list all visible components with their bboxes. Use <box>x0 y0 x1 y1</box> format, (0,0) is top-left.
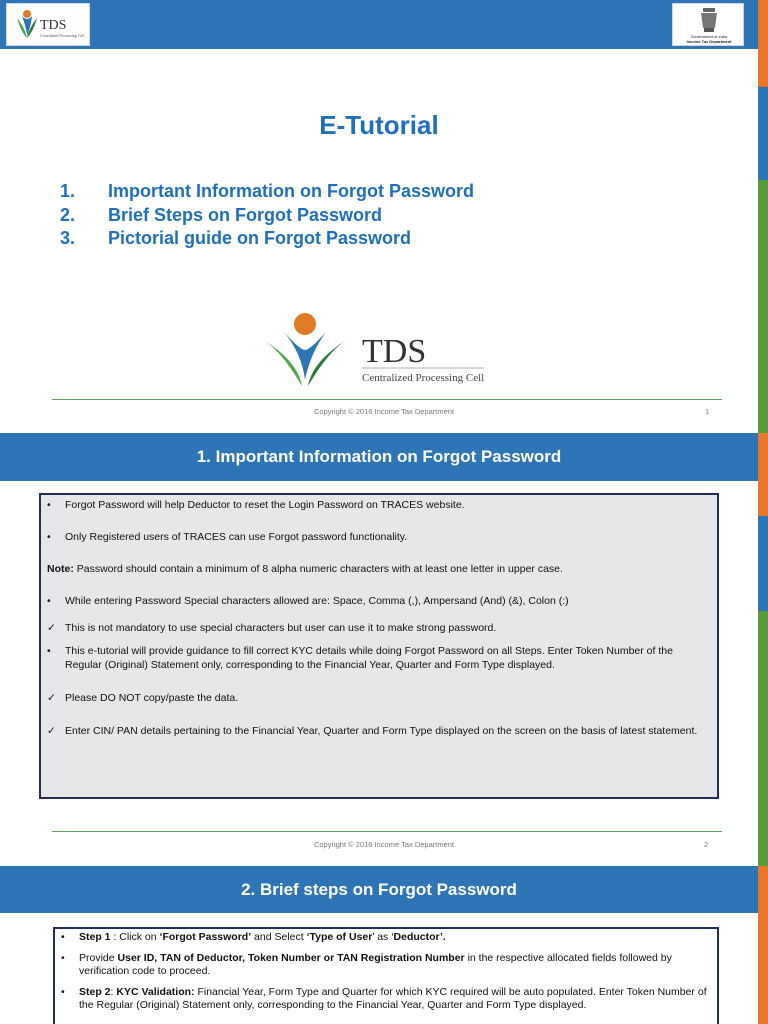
note-item: Note: Password should contain a minimum of 8 alpha numeric characters with at least one letter in upper case. <box>47 563 563 575</box>
government-emblem <box>672 3 744 46</box>
side-strip-orange <box>758 433 768 516</box>
steps-box <box>53 927 719 1024</box>
step-item: • Step 1 : Click on ‘Forgot Password’ and Select ‘Type of User’ as ‘Deductor’. <box>61 931 446 943</box>
page-number: 1 <box>705 407 710 416</box>
toc-item[interactable]: 1. Important Information on Forgot Password <box>60 181 474 201</box>
page-number: 2 <box>704 840 709 849</box>
side-strip-blue <box>758 516 768 611</box>
svg-text:TDS: TDS <box>362 333 427 370</box>
list-item: • Only Registered users of TRACES can use Forgot password functionality. <box>47 531 408 543</box>
svg-text:TDS: TDS <box>40 18 67 33</box>
svg-text:Income Tax Department: Income Tax Department <box>686 39 732 44</box>
toc-item[interactable]: 3. Pictorial guide on Forgot Password <box>60 228 412 248</box>
side-strip-green <box>758 180 768 433</box>
toc-item[interactable]: 2. Brief Steps on Forgot Password <box>60 204 383 225</box>
list-item: • While entering Password Special characters allowed are: Space, Comma (,), Ampersand (And) (&), Colon (:) <box>47 595 569 607</box>
list-item: ✓ Enter CIN/ PAN details pertaining to the Financial Year, Quarter and Form Type displayed on the screen on the basis of latest statement. <box>47 725 698 737</box>
footer-rule <box>52 399 722 400</box>
slide3-header-band <box>0 866 758 913</box>
tds-logo <box>6 3 90 46</box>
slide2-header-band <box>0 433 758 481</box>
list-item: • Forgot Password will help Deductor to reset the Login Password on TRACES website. <box>47 499 465 511</box>
step-item: • Provide User ID, TAN of Deductor, Token Number or TAN Registration Number in the respective allocated fields followed by verification code to proceed. <box>61 952 672 977</box>
section-title: 1. Important Information on Forgot Password <box>196 447 562 466</box>
toc-list <box>60 181 474 252</box>
tds-large-logo <box>262 310 492 390</box>
side-strip-orange <box>758 0 768 87</box>
svg-text:Government of India: Government of India <box>690 34 728 39</box>
list-item: • This e-tutorial will provide guidance to fill correct KYC details while doing Forgot Password on all Steps. Enter Token Number of the Regular (Original) Statement only, corresponding to the Financial Year, Quarter and Form Type displayed. <box>47 645 673 671</box>
page-title: E-Tutorial <box>319 110 439 140</box>
footer-rule <box>52 831 722 832</box>
section-title: 2. Brief steps on Forgot Password <box>241 879 517 899</box>
info-box <box>39 493 719 799</box>
svg-text:Centralized Processing Cell: Centralized Processing Cell <box>362 372 485 384</box>
list-item: ✓ Please DO NOT copy/paste the data. <box>47 692 239 704</box>
step-item: • Step 2: KYC Validation: Financial Year, Form Type and Quarter for which KYC required will be auto populated. Enter Token Number of the Regular (Original) Statement only, corresponding to the Financial Year, Quarter and Form Type displayed. <box>61 986 707 1011</box>
list-item: ✓ This is not mandatory to use special characters but user can use it to make strong password. <box>47 622 497 634</box>
side-strip-green <box>758 611 768 866</box>
side-strip-blue <box>758 87 768 180</box>
slide1-header-band <box>0 0 758 49</box>
side-strip-orange <box>758 866 768 1024</box>
svg-text:Centralized Processing Cell: Centralized Processing Cell <box>40 33 85 38</box>
copyright-text: Copyright © 2016 Income Tax Department <box>313 840 455 849</box>
copyright-text: Copyright © 2016 Income Tax Department <box>313 407 455 416</box>
